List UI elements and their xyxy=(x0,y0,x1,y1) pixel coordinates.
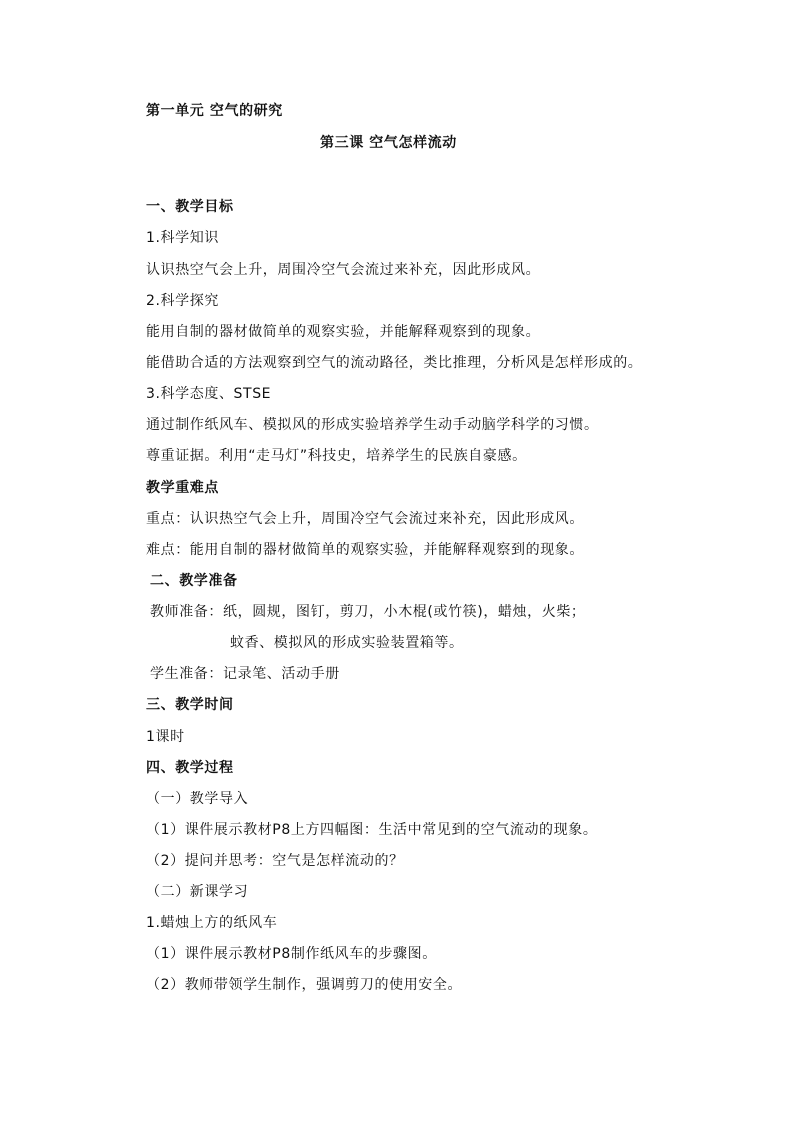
section-heading-process: 四、教学过程 xyxy=(146,760,234,776)
subheading-introduction: （一）教学导入 xyxy=(146,791,249,807)
paragraph-knowledge: 认识热空气会上升，周围冷空气会流过来补充，因此形成风。 xyxy=(146,262,541,278)
paragraph-difficulty: 难点：能用自制的器材做简单的观察实验，并能解释观察到的现象。 xyxy=(146,542,584,558)
paragraph-inquiry-2: 能借助合适的方法观察到空气的流动路径，类比推理，分析风是怎样形成的。 xyxy=(146,355,643,371)
subheading-new-lesson: （二）新课学习 xyxy=(146,884,249,900)
paragraph-time: 1课时 xyxy=(146,729,185,745)
paragraph-intro-step-1: （1）课件展示教材P8上方四幅图：生活中常见到的空气流动的现象。 xyxy=(146,822,598,838)
paragraph-inquiry-1: 能用自制的器材做简单的观察实验，并能解释观察到的现象。 xyxy=(146,324,541,340)
paragraph-attitude-1: 通过制作纸风车、模拟风的形成实验培养学生动手动脑学科学的习惯。 xyxy=(146,417,599,433)
section-heading-preparation: 二、教学准备 xyxy=(150,573,238,589)
subheading-inquiry: 2.科学探究 xyxy=(146,293,219,309)
paragraph-pinwheel-step-1: （1）课件展示教材P8制作纸风车的步骤图。 xyxy=(146,946,437,962)
section-heading-time: 三、教学时间 xyxy=(146,697,234,713)
paragraph-teacher-prep-2: 蚊香、模拟风的形成实验装置箱等。 xyxy=(230,635,464,651)
paragraph-student-prep: 学生准备：记录笔、活动手册 xyxy=(150,666,340,682)
section-heading-key-points: 教学重难点 xyxy=(146,480,219,496)
section-heading-objectives: 一、教学目标 xyxy=(146,199,234,215)
unit-title: 第一单元 空气的研究 xyxy=(146,103,283,119)
subheading-knowledge: 1.科学知识 xyxy=(146,230,219,246)
subheading-attitude: 3.科学态度、STSE xyxy=(146,386,272,402)
paragraph-attitude-2: 尊重证据。利用“走马灯”科技史，培养学生的民族自豪感。 xyxy=(146,448,527,464)
paragraph-intro-step-2: （2）提问并思考：空气是怎样流动的？ xyxy=(146,853,404,869)
subheading-pinwheel: 1.蜡烛上方的纸风车 xyxy=(146,915,278,931)
paragraph-pinwheel-step-2: （2）教师带领学生制作，强调剪刀的使用安全。 xyxy=(146,977,463,993)
paragraph-teacher-prep-1: 教师准备：纸，圆规，图钉，剪刀，小木棍(或竹筷)，蜡烛，火柴； xyxy=(150,604,586,620)
lesson-title: 第三课 空气怎样流动 xyxy=(320,135,457,151)
paragraph-focus: 重点：认识热空气会上升，周围冷空气会流过来补充，因此形成风。 xyxy=(146,511,584,527)
